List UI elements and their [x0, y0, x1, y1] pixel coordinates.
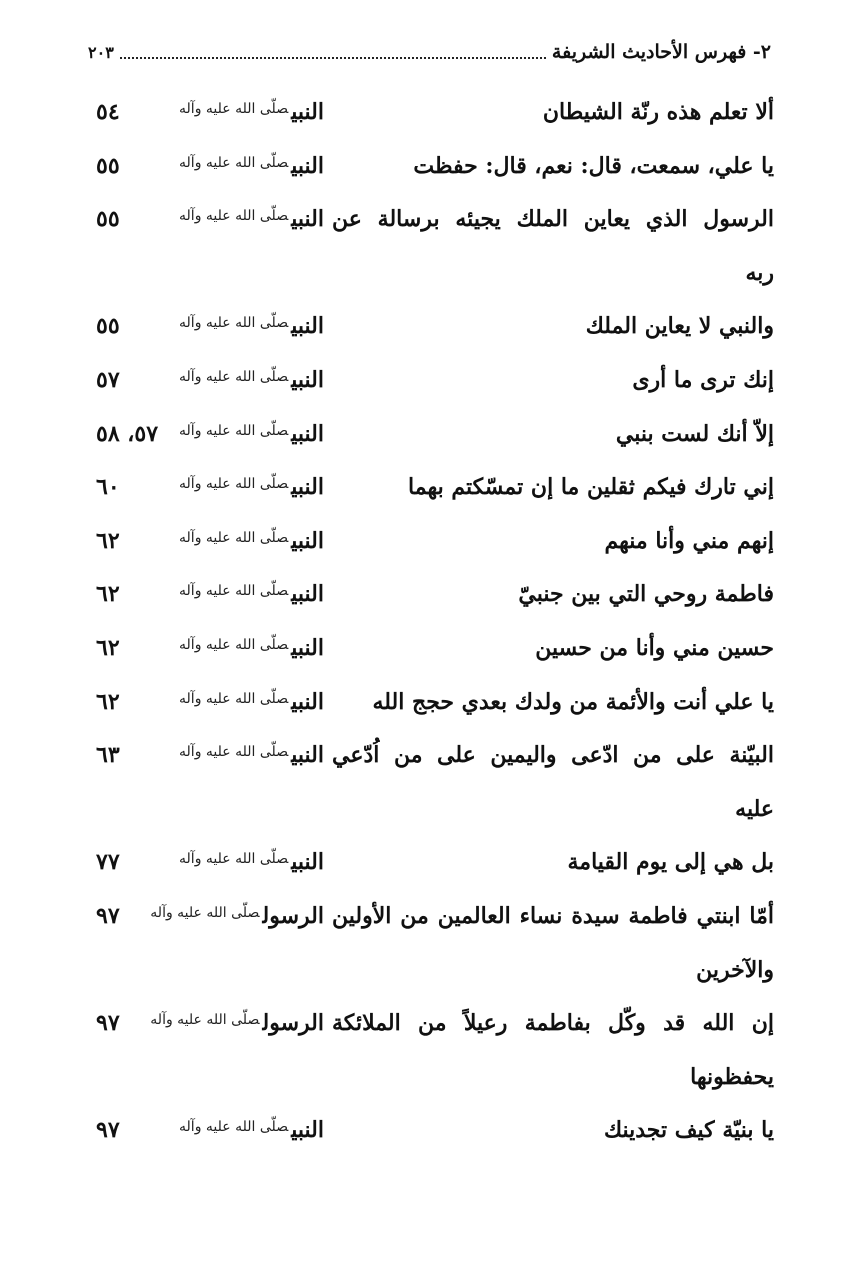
honorific-symbol: صلّى الله عليه وآله [179, 851, 289, 868]
speaker-name: النبي [291, 527, 324, 554]
entry-continuation-line [0, 944, 864, 998]
hadith-text: إني تارك فيكم ثقلين ما إن تمسّكتم بهما [408, 474, 774, 501]
entry-line [0, 676, 864, 730]
index-entry [0, 86, 864, 140]
honorific-symbol: صلّى الله عليه وآله [150, 1012, 260, 1029]
hadith-text: بل هي إلى يوم القيامة [567, 849, 774, 876]
index-entry [0, 890, 864, 997]
honorific-symbol: صلّى الله عليه وآله [179, 690, 289, 707]
entry-line [0, 408, 864, 462]
page-reference-value: ٥٥ [96, 313, 120, 340]
hadith-text: يحفظونها [690, 1063, 774, 1090]
index-entry [0, 193, 864, 300]
page-reference-value: ٦٠ [96, 474, 120, 501]
dot-leader [120, 57, 546, 59]
hadith-text: والنبي لا يعاين الملك [585, 313, 774, 340]
hadith-text: يا علي أنت والأئمة من ولدك بعدي حجج الله [372, 688, 774, 715]
page-reference-value: ٩٧ [96, 1117, 120, 1144]
page-reference-value: ٥٤ [96, 99, 120, 125]
index-entry [0, 568, 864, 622]
page-reference-value: ٦٣ [96, 742, 120, 769]
hadith-text: فاطمة روحي التي بين جنبيّ [518, 581, 774, 608]
index-entry [0, 515, 864, 569]
page-reference [96, 461, 206, 515]
hadith-text: ألا تعلم هذه رنّة الشيطان [542, 99, 774, 125]
hadith-text: إنك ترى ما أرى [632, 366, 774, 393]
honorific-symbol: صلّى الله عليه وآله [179, 1119, 289, 1136]
honorific-symbol: صلّى الله عليه وآله [179, 368, 289, 385]
hadith-text: إنهم مني وأنا منهم [604, 527, 774, 554]
page-reference-value: ٥٥ [96, 206, 120, 233]
page-header [88, 34, 771, 70]
entry-continuation-line [0, 247, 864, 301]
speaker-name: النبي [291, 420, 324, 447]
index-entry [0, 354, 864, 408]
page-reference [96, 997, 206, 1051]
page-number: ٢٠٣ [88, 42, 114, 62]
entry-line [0, 997, 864, 1051]
page-reference [96, 622, 206, 676]
entry-line [0, 622, 864, 676]
page-reference [96, 300, 206, 354]
hadith-index-list [0, 86, 864, 1158]
speaker-name: النبي [291, 688, 324, 715]
hadith-text: الرسول الذي يعاين الملك يجيئه برسالة عن [332, 206, 774, 233]
page-reference-value: ٩٧ [96, 1010, 120, 1037]
page-reference-value: ٩٧ [96, 902, 120, 929]
hadith-text: عليه [735, 795, 774, 822]
hadith-text: يا علي، سمعت، قال: نعم، قال: حفظت [413, 152, 774, 179]
hadith-text: إن الله قد وكّل بفاطمة رعيلاً من الملائكة [332, 1010, 774, 1037]
page-reference-value: ٦٢ [96, 688, 120, 715]
page-reference [96, 408, 206, 462]
index-entry [0, 408, 864, 462]
hadith-text: إلاّ أنك لست بنبي [615, 420, 774, 447]
speaker-name: النبي [291, 742, 324, 769]
honorific-symbol: صلّى الله عليه وآله [179, 422, 289, 439]
index-entry [0, 1104, 864, 1158]
entry-line [0, 140, 864, 194]
page-reference-value: ٥٧ [96, 366, 120, 393]
entry-line [0, 86, 864, 140]
speaker-name: النبي [291, 474, 324, 501]
speaker-name: النبي [291, 152, 324, 179]
section-title: ٢- فهرس الأحاديث الشريفة [551, 41, 771, 63]
speaker-name: الرسول [262, 1010, 324, 1037]
honorific-symbol: صلّى الله عليه وآله [179, 476, 289, 493]
honorific-symbol: صلّى الله عليه وآله [179, 315, 289, 332]
entry-line [0, 568, 864, 622]
page-reference-value: ٦٢ [96, 634, 120, 661]
index-entry [0, 836, 864, 890]
entry-line [0, 515, 864, 569]
index-entry [0, 622, 864, 676]
page-reference [96, 890, 206, 944]
speaker-name: النبي [291, 366, 324, 393]
page-reference-value: ٥٥ [96, 152, 120, 179]
speaker-name: النبي [291, 634, 324, 661]
honorific-symbol: صلّى الله عليه وآله [150, 904, 260, 921]
page-reference-value: ٥٧، ٥٨ [96, 420, 159, 447]
page-reference [96, 140, 206, 194]
page-reference-value: ٦٢ [96, 581, 120, 608]
entry-continuation-line [0, 1051, 864, 1105]
speaker-name: النبي [291, 99, 324, 125]
page-reference [96, 354, 206, 408]
index-entry [0, 729, 864, 836]
speaker-name: النبي [291, 849, 324, 876]
entry-line [0, 1104, 864, 1158]
hadith-text: البيّنة على من ادّعى واليمين على من اُدّعي [332, 742, 774, 769]
hadith-text: ربه [745, 259, 774, 286]
index-entry [0, 676, 864, 730]
hadith-text: حسين مني وأنا من حسين [535, 634, 774, 661]
speaker-name: النبي [291, 581, 324, 608]
honorific-symbol: صلّى الله عليه وآله [179, 208, 289, 225]
speaker-name: الرسول [262, 902, 324, 929]
page-reference [96, 836, 206, 890]
speaker-name: النبي [291, 313, 324, 340]
speaker-name: النبي [291, 206, 324, 233]
page-reference-value: ٦٢ [96, 527, 120, 554]
page-reference [96, 515, 206, 569]
index-entry [0, 461, 864, 515]
page-reference [96, 676, 206, 730]
hadith-text: يا بنيّة كيف تجدينك [603, 1117, 774, 1144]
honorific-symbol: صلّى الله عليه وآله [179, 529, 289, 546]
entry-continuation-line [0, 783, 864, 837]
entry-line [0, 461, 864, 515]
entry-line [0, 300, 864, 354]
entry-line [0, 836, 864, 890]
honorific-symbol: صلّى الله عليه وآله [179, 154, 289, 171]
entry-line [0, 354, 864, 408]
index-entry [0, 140, 864, 194]
page-reference [96, 568, 206, 622]
entry-line [0, 193, 864, 247]
honorific-symbol: صلّى الله عليه وآله [179, 744, 289, 761]
honorific-symbol: صلّى الله عليه وآله [179, 101, 289, 117]
honorific-symbol: صلّى الله عليه وآله [179, 583, 289, 600]
page-reference [96, 1104, 206, 1158]
index-entry [0, 997, 864, 1104]
honorific-symbol: صلّى الله عليه وآله [179, 636, 289, 653]
hadith-text: والآخرين [696, 956, 774, 983]
hadith-text: أمّا ابنتي فاطمة سيدة نساء العالمين من الأولين [332, 902, 774, 929]
index-entry [0, 300, 864, 354]
page-reference-value: ٧٧ [96, 849, 120, 876]
page-reference [96, 193, 206, 247]
entry-line [0, 729, 864, 783]
speaker-name: النبي [291, 1117, 324, 1144]
page-reference [96, 729, 206, 783]
page-reference [96, 86, 206, 140]
entry-line [0, 890, 864, 944]
